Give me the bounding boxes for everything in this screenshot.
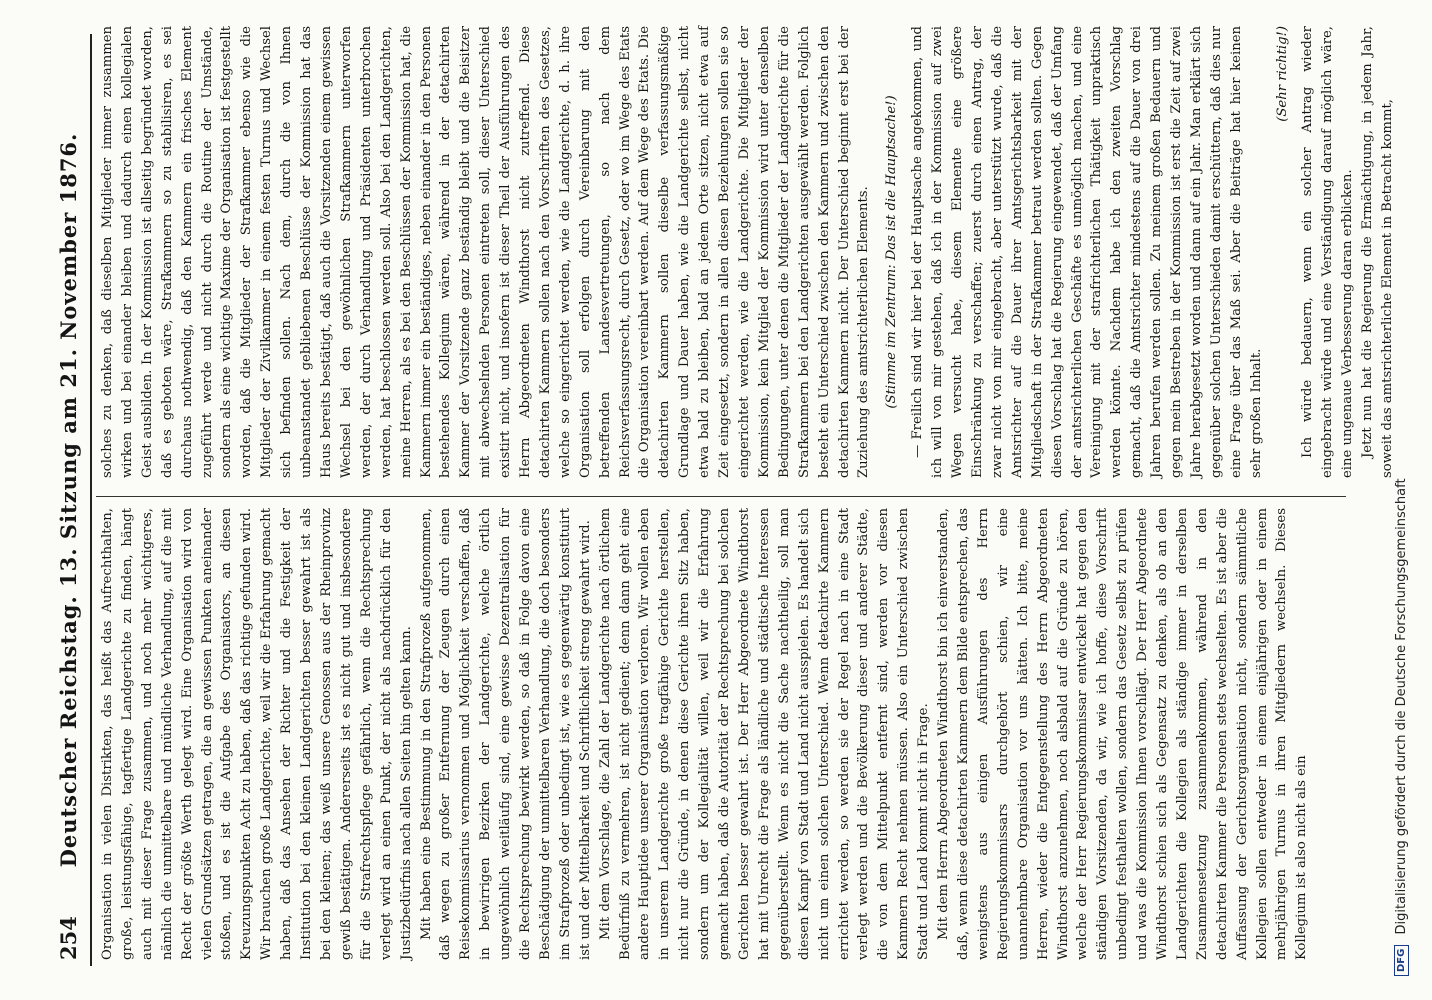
credit-text: Digitalisierung gefördert durch die Deutsche Forschungsgemeinschaft — [1394, 478, 1409, 935]
right-column — [98, 26, 1396, 478]
dfg-logo: DFG — [1394, 945, 1409, 976]
page-number: 254 — [56, 916, 81, 960]
right-paragraph-1: solches zu denken, daß dieselben Mitglieder immer zusammen wirken und bei einander bleiben und dadurch einen kollegialen Geist ausbilden. In der Kommission ist allseitig begründet worden, daß es geboten wäre, Strafkammern so zu stabilisiren, es sei durchaus nothwendig, daß den Kammern ein frisches Element zugeführt werde und nicht durch die Routine der Umstände, sondern als eine wichtige Maxime der Organisation ist festgestellt worden, daß die Mitglieder der Strafkammer ebenso wie die Mitglieder der Zivilkammer in einem festen Turnus und Wechsel sich befinden sollen. Nach dem, durch die von Ihnen unbeanstandet gebliebenen Beschlüsse der Kommission hat das Haus bereits bestätigt, daß auch die Vorsitzenden einem gewissen Wechsel bei den gewöhnlichen Strafkammern unterworfen werden, der durch Verhandlung und Präsidenten unterbrochen werden, hat beschlossen werden soll. Also bei den Landgerichten, meine Herren, als es bei den Beschlüssen der Kommission hat, die Kammern immer ein beständiges, neben einander in den Personen bestehendes Kollegium wären, während in der detachirten Kammer der Vorsitzende ganz beständig bleibt und die Beisitzer mit abwechselnden Personen eintreten soll, dieser Unterschied existirt nicht, und insofern ist dieser Theil der Ausführungen des Herrn Abgeordneten Windthorst nicht zutreffend. Diese detachirten Kammern sollen nach den Vorschriften des Gesetzes, welche so eingerichtet werden, wie die Landgerichte, d. h. ihre Organisation soll erfolgen durch Vereinbarung mit den betreffenden Landesvertretungen, so nach dem Reichsverfassungsrecht, durch Gesetz, oder wo im Wege des Etats die Organisation vereinbart werden. Auf dem Wege des Etats. Die detachirten Kammern sollen dieselbe verfassungsmäßige Grundlage und Dauer haben, wie die Landgerichte selbst, nicht etwa bald zu bleiben, bald an jedem Orte sitzen, nicht etwa auf Zeit eingesetzt, sondern in allen diesen Beziehungen sollen sie so eingerichtet werden, wie die Landgerichte. Die Mitglieder der Kommission, kein Mitglied der Kommission wird unter denselben Bedingungen, unter denen die Mitglieder der Landgerichte für die Strafkammern bei den Landgerichten ausgewählt werden. Folglich besteht ein Unterschied zwischen den Kammern und zwischen den detachirten Kammern nicht. Der Unterschied beginnt erst bei der Zuziehung des amtsrichterlichen Elements. — [100, 26, 872, 478]
header-rule — [90, 34, 92, 966]
interjection-center: (Stimme im Zentrum: Das ist die Hauptsache!) — [884, 95, 900, 409]
column-divider — [96, 496, 1346, 497]
right-paragraph-4: Jetzt nun hat die Regierung die Ermächtigung, in jedem Jahr, soweit das amtsrichterliche Element in Betracht kommt, — [1360, 26, 1396, 478]
interjection-applause: (Sehr richtig!) — [1274, 26, 1290, 122]
left-column — [98, 508, 1348, 960]
left-paragraph-1: Organisation in vielen Distrikten, das heißt das Aufrechthalten, große, leistungsfähige, tagfertige Landgerichte zu finden, hängt auch mit dieser Frage zusammen, und noch mehr wichtigeres, nämlich die unmittelbare und mündliche Verhandlung, auf die mit Recht der größte Werth gelegt wird. Eine Organisation wird von vielen Grundsätzen getragen, die an gewissen Punkten aneinander stoßen, und es ist die Aufgabe des Organisators, an diesen Kreuzungspunkten Acht zu haben, daß das richtige gefunden wird. Wir brauchen große Landgerichte, weil wir die Erfahrung gemacht haben, daß das Ansehen der Richter und die Festigkeit der Institution bei den kleinen Landgerichten besser gewahrt ist als bei den kleinen; das weiß unsere Genossen aus der Rheinprovinz gewiß bestätigen. Andererseits ist es nicht gut und insbesondere für die Strafrechtspflege gefährlich, wenn die Rechtsprechung verlegt wird an einen Punkt, der nicht als nachdrücklich für den Justizbedürfnis nach allen Seiten hin gelten kann. — [100, 508, 414, 960]
page-title: Deutscher Reichstag. 13. Sitzung am 21. November 1876. — [56, 132, 81, 868]
right-paragraph-3: Ich würde bedauern, wenn ein solcher Antrag wieder eingebracht würde und eine Verständigung darauf möglich wäre, eine ungenaue Verbesserung daran erblicken. — [1300, 26, 1356, 478]
digitization-credit — [1394, 46, 1418, 976]
left-paragraph-4: Mit dem Herrn Abgeordneten Windthorst bin ich einverstanden, daß, wenn diese detachirten Kammern dem Bilde entsprechen, das wenigstens aus einigen Ausführungen des Herrn Regierungskommissars durchgehört schien, wir eine unannehmbare Organisation vor uns hätten. Ich bitte, meine Herren, wieder die Entgegenstellung des Herrn Abgeordneten Windthorst anzunehmen, noch alsbald auf die Gründe zu hören, welche der Herr Regierungskommissar entwickelt hat gegen den ständigen Vorsitzenden, da wir, wie ich hoffe, diese Vorschrift unbedingt festhalten wollen, sondern das Gesetz selbst zu prüfen und was die Kommission Ihnen vorschlägt. Der Herr Abgeordnete Windthorst schien sich als Gegensatz zu denken, als ob an den Landgerichten die Kollegien als ständige immer in derselben Zusammensetzung zusammenkommen, während in den detachirten Kammer die Personen stets wechselten. Es ist aber die Auffassung der Gerichtsorganisation nicht, sondern sämmtliche Kollegien sollen entweder in einem einjährigen oder in einem mehrjährigen Turnus in ihren Mitgliedern wechseln. Dieses Kollegium ist also nicht als ein — [936, 508, 1310, 960]
left-paragraph-2: Mit haben eine Bestimmung in den Strafprozeß aufgenommen, daß wegen zu großer Entfernung der Zeugen durch einen Reisekommissarius vernommen und Möglichkeit verschaffen, daß in bewirrigen Bezirken der Landgerichte, welche örtlich ungewöhnlich weitläufig sind, eine gewisse Dezentralisation für die Rechtsprechung bewirkt werden, so daß in Folge davon eine Beschädigung der unmittelbaren Verhandlung, die doch besonders im Strafprozeß oder unbedingt ist, wie es gegenwärtig konstituirt ist und der Mittelbarkeit und Schriftlichkeit streng gewahrt wird. — [418, 508, 593, 960]
page-header — [48, 34, 88, 966]
left-paragraph-3: Mit dem Vorschlage, die Zahl der Landgerichte nach örtlichem Bedürfniß zu vermehren, ist nicht gedient; denn dann geht eine andere Hauptidee unserer Organisation verloren. Wir wollen eben in unserem Landgerichte große tragfähige Gerichte herstellen, nicht nur die Gründe, in denen diese Gerichte ihren Sitz haben, sondern um der Kollegialität willen, weil wir die Erfahrung gemacht haben, daß die Autorität der Rechtsprechung bei solchen Gerichten besser gewahrt ist. Der Herr Abgeordnete Windthorst hat mit Unrecht die Frage als ländliche und städtische Interessen gegenüberstellt. Wenn es nicht die Sache nachtheilig, soll man diesen Kampf von Stadt und Land nicht ausspielen. Es handelt sich nicht um einen solchen Unterschied. Wenn detachirte Kammern errichtet werden, so werden sie der Regel nach in eine Stadt verlegt werden und die Bevölkerung dieser und anderer Städte, die von dem Mittelpunkt entfernt sind, werden vor diesen Kammern Recht nehmen müssen. Also ein Unterschied zwischen Stadt und Land kommt nicht in Frage. — [597, 508, 932, 960]
right-paragraph-2: — Freilich sind wir hier bei der Hauptsache angekommen, und ich will von mir gestehen, daß ich in der Kommission auf zwei Wegen versucht habe, diesem Elemente eine größere Einschränkung zu verschaffen; zuerst durch einen Antrag, der zwar nicht von mir eingebracht, aber unterstützt wurde, daß die Amtsrichter auf die Dauer ihrer Amtsgerichtsbarkeit mit der Mitgliedschaft in der Strafkammer betraut werden sollten. Gegen diesen Vorschlag hat die Regierung eingewendet, daß der Umfang der amtsrichterlichen Geschäfte es unmöglich machen, und eine Vereinigung mit der strafrichterlichen Thätigkeit unpraktisch werden könnte. Nachdem habe ich den zweiten Vorschlag gemacht, daß die Amtsrichter mindestens auf die Dauer von drei Jahren berufen werden sollen. Zu meinem großen Bedauern und gegen mein Bestreben in der Kommission ist erst die Zeit auf zwei Jahre herabgesetzt worden und dann auf ein Jahr. Man erklärt sich gegenüber solchen Unterschieden damit erschüttern, daß dies nur eine Frage über das Maß sei. Aber die Beiträge hat hier keinen sehr großen Inhalt. — [910, 26, 1264, 478]
